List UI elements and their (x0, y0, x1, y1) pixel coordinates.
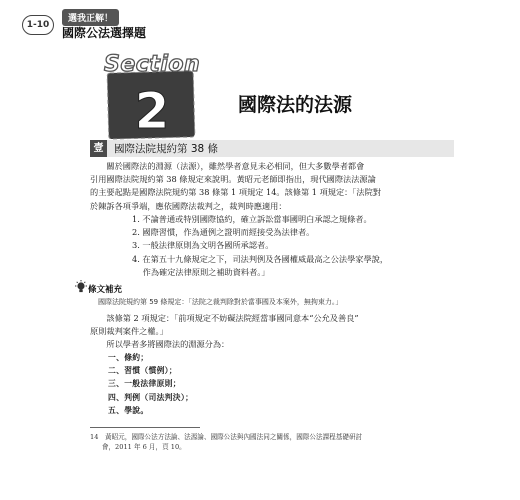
note-body: 國際法院規約第 59 條規定：「法院之裁判除對於當事國及本案外，無拘束力。」 (98, 298, 343, 306)
article-item: 2. 國際習慣，作為通例之證明而經接受為法律者。 (132, 227, 315, 238)
para2-line: 原則裁判案件之權。」 (90, 326, 168, 337)
article-item: 4. 在第五十九條規定之下，司法判例及各國權威最高之公法學家學說， (132, 253, 389, 264)
intro-line: 於陳訴各項爭端，應依國際法裁判之，裁判時應適用： (90, 200, 287, 211)
header-tag: 選我正解！ (62, 9, 119, 26)
source-item: 二、習慣（慣例）； (108, 366, 177, 376)
sources-list (108, 351, 408, 417)
article-item: 3. 一般法律原則為文明各國所承認者。 (132, 240, 274, 251)
footnote (90, 432, 452, 452)
article-list (132, 213, 457, 279)
para2-line: 該條第 2 項規定：「前項規定不妨礙法院經當事國同意本“公允及善良” (106, 313, 359, 323)
para2-line: 所以學者多將國際法的淵源分為： (106, 339, 230, 350)
section-label: Section (104, 52, 201, 77)
intro-paragraph (90, 160, 455, 213)
article-item-continued: 作為確定法律原則之補助資料者。」 (142, 266, 270, 277)
paragraph-2 (90, 312, 455, 352)
source-item: 三、一般法律原則； (108, 379, 181, 389)
heading-badge: 壹 (90, 140, 107, 157)
article-item: 1. 不論普通或特別國際協約，確立訴訟當事國明白承認之規條者。 (132, 214, 372, 224)
heading-text: 國際法院規約第 38 條 (114, 143, 219, 155)
section-number: 2 (134, 82, 170, 140)
intro-line: 關於國際法的淵源（法源），雖然學者意見未必相同，但大多數學者都會 (106, 161, 365, 171)
source-item: 一、條約； (108, 353, 149, 362)
source-item: 四、判例（司法判決）； (108, 392, 194, 402)
page-number: 1-10 (22, 15, 54, 35)
footnote-line: 14 黃昭元，國際公法方法論、法源論、國際公法與內國法同之關係，國際公法課程基礎研討 (90, 433, 363, 441)
footnote-line: 會，2011 年 6 月，頁 10。 (101, 443, 186, 451)
footnote-divider (90, 427, 200, 428)
intro-line: 的主要起點是國際法院規約第 38 條第 1 項規定 14。該條第 1 項規定：「法院對 (90, 187, 381, 198)
lightbulb-icon (74, 280, 88, 294)
intro-line: 引用國際法院規約第 38 條規定來說明。黃昭元老師即指出，現代國際法法源論 (90, 174, 376, 185)
source-item: 五、學說。 (108, 405, 149, 415)
book-title: 國際公法選擇題 (62, 26, 147, 40)
section-title: 國際法的法源 (238, 94, 353, 116)
note-heading: 條文補充 (88, 285, 123, 295)
